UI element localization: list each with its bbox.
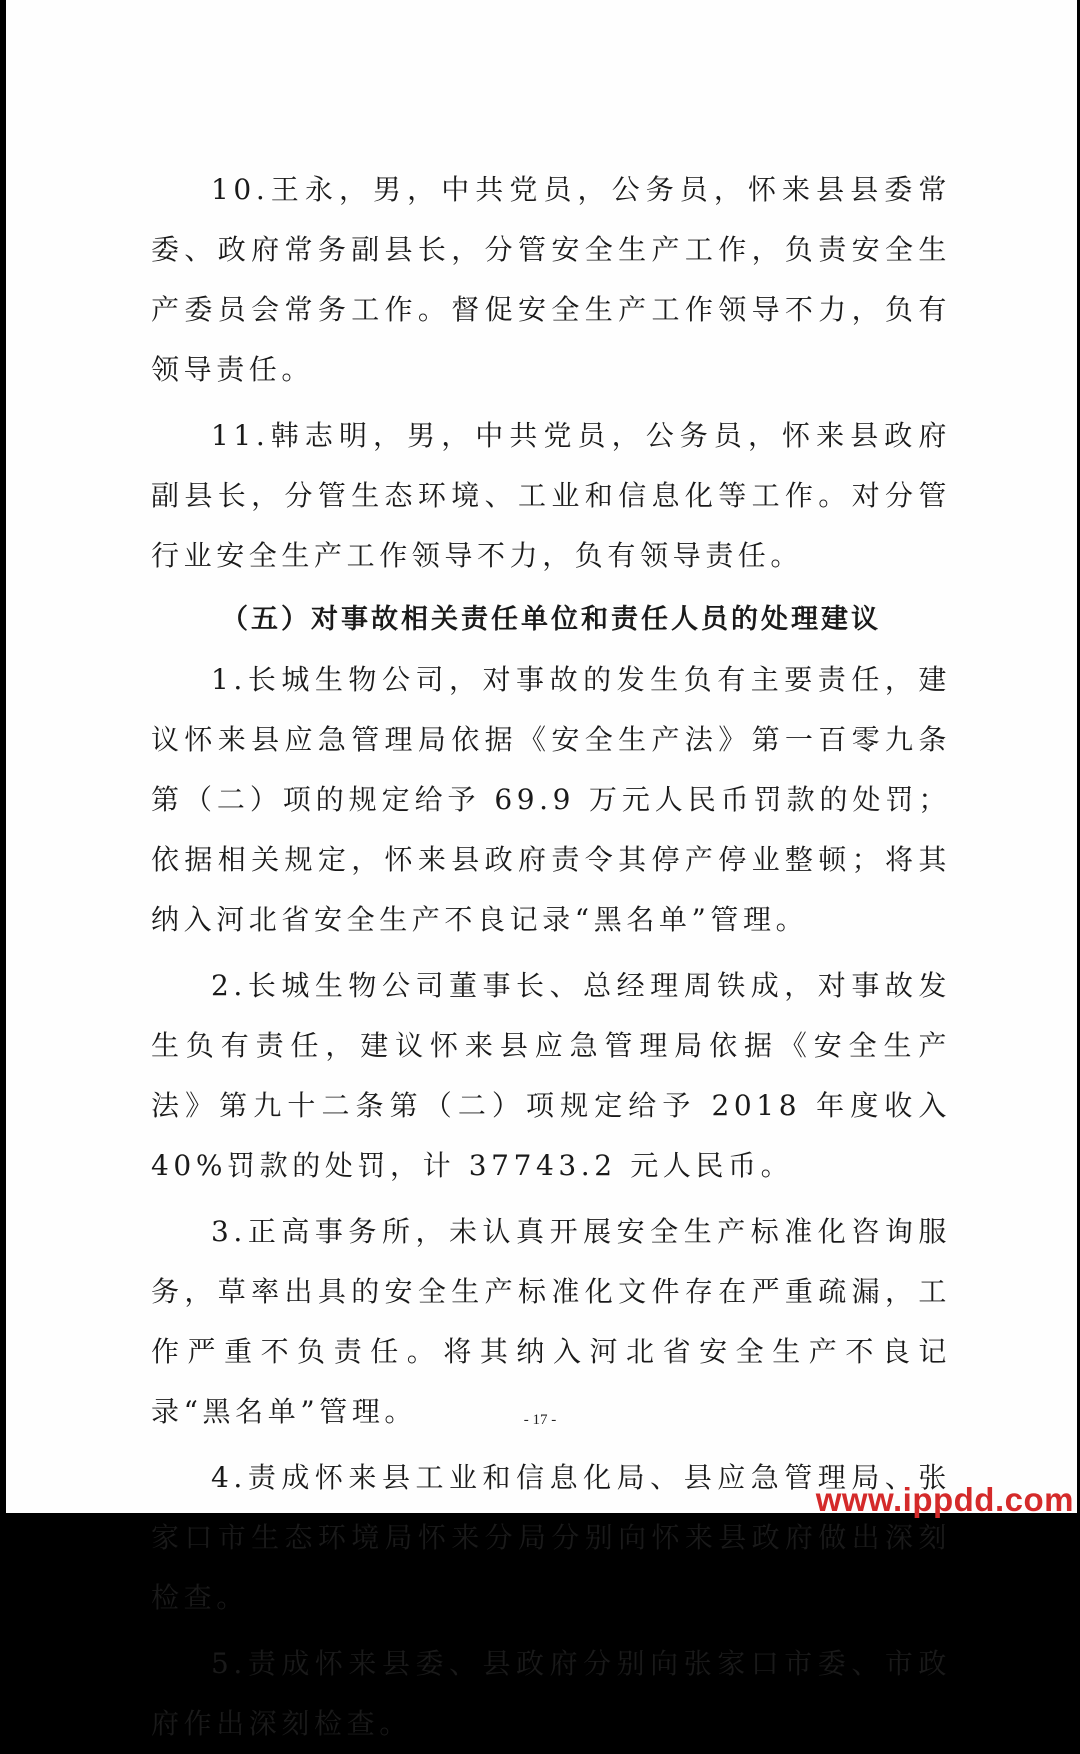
section-heading: （五）对事故相关责任单位和责任人员的处理建议 [221, 604, 881, 635]
paragraph-recommendation-5: 5.责成怀来县委、县政府分别向张家口市委、市政府作出深刻检查。 [151, 1647, 951, 1740]
paragraph-recommendation-3: 3.正高事务所，未认真开展安全生产标准化咨询服务，草率出具的安全生产标准化文件存在严重疏漏，工作严重不负责任。将其纳入河北省安全生产不良记录“黑名单”管理。 [151, 1215, 951, 1428]
document-page [6, 0, 1077, 1740]
paragraph-item-11: 11.韩志明，男，中共党员，公务员，怀来县政府副县长，分管生态环境、工业和信息化等工作。对分管行业安全生产工作领导不力，负有领导责任。 [151, 419, 951, 572]
paragraph-recommendation-1: 1.长城生物公司，对事故的发生负有主要责任，建议怀来县应急管理局依据《安全生产法》第一百零九条第（二）项的规定给予 69.9 万元人民币罚款的处罚；依据相关规定，怀来县政府责令其停产停业整顿；将其纳入河北省安全生产不良记录“黑名单”管理。 [151, 663, 951, 936]
page-number: - 17 - [523, 1412, 557, 1428]
site-watermark: www.ippdd.com [815, 1481, 1074, 1518]
paragraph-recommendation-2: 2.长城生物公司董事长、总经理周铁成，对事故发生负有责任，建议怀来县应急管理局依据《安全生产法》第九十二条第（二）项规定给予 2018 年度收入 40%罚款的处罚，计 37743.2 元人民币。 [151, 969, 951, 1182]
paragraph-item-10: 10.王永，男，中共党员，公务员，怀来县县委常委、政府常务副县长，分管安全生产工作，负责安全生产委员会常务工作。督促安全生产工作领导不力，负有领导责任。 [151, 173, 951, 386]
paragraph-recommendation-4: 4.责成怀来县工业和信息化局、县应急管理局、张家口市生态环境局怀来分局分别向怀来县政府做出深刻检查。 [151, 1461, 951, 1614]
